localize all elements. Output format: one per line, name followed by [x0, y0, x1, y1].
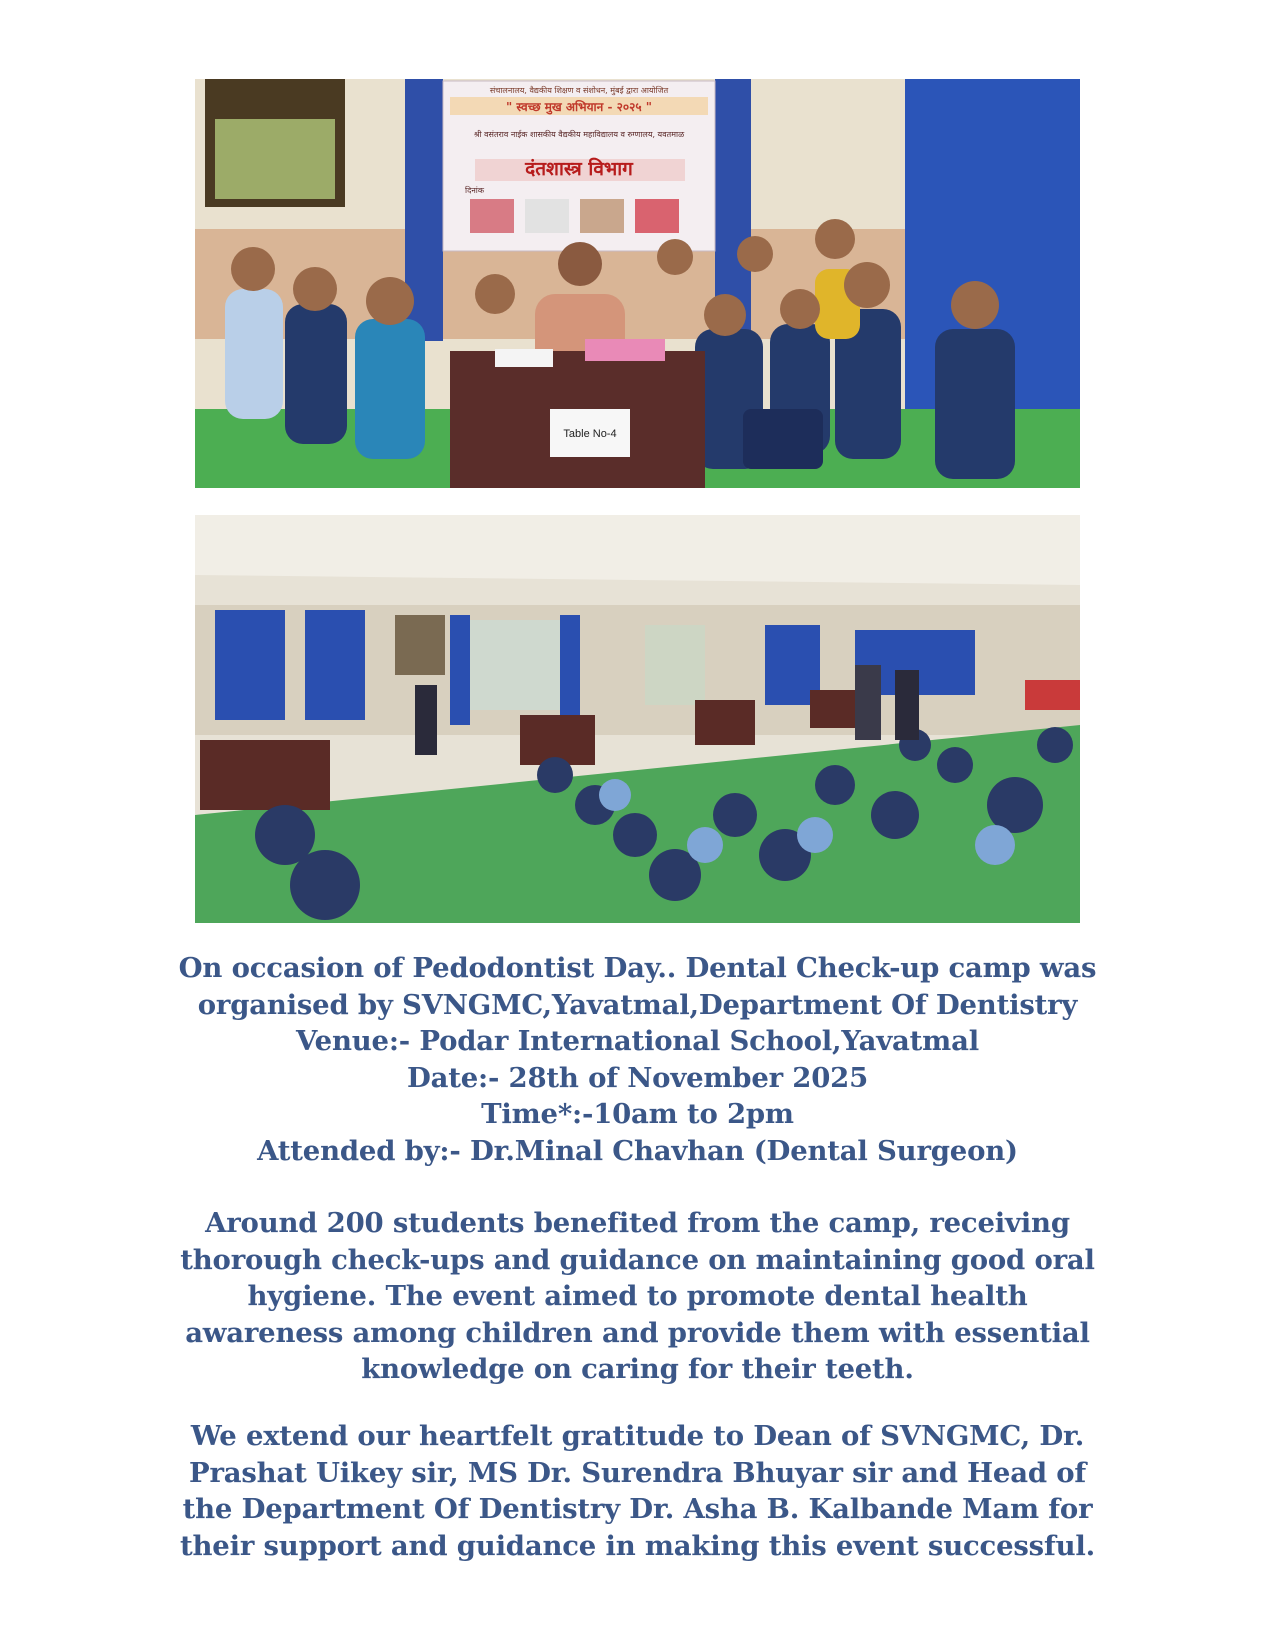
photo-school-hall — [195, 515, 1080, 923]
banner-line-2: " स्वच्छ मुख अभियान - २०२५ " — [505, 100, 653, 114]
detail-line-date: Date:- 28th of November 2025 — [406, 1061, 869, 1094]
summary-line: awareness among children and provide them with essential — [185, 1316, 1090, 1349]
thanks-line: We extend our heartfelt gratitude to Dean of SVNGMC, Dr. — [190, 1420, 1085, 1452]
thanks-line: their support and guidance in making this event successful. — [179, 1529, 1096, 1562]
banner-date-label: दिनांक — [465, 186, 484, 195]
thanks-line: Prashat Uikey sir, MS Dr. Surendra Bhuyar sir and Head of — [189, 1456, 1086, 1489]
thanks-line: the Department Of Dentistry Dr. Asha B. Kalbande Mam for — [182, 1493, 1093, 1526]
event-summary — [160, 1205, 1115, 1388]
hall-photo-illustration — [195, 515, 1080, 923]
banner-line-3: श्री वसंतराव नाईक शासकीय वैद्यकीय महाविद्यालय व रुग्णालय, यवतमाळ — [473, 130, 685, 139]
summary-line: hygiene. The event aimed to promote dental health — [247, 1280, 1028, 1313]
summary-line: knowledge on caring for their teeth. — [361, 1353, 914, 1386]
banner-title: दंतशास्त्र विभाग — [525, 158, 633, 180]
detail-line-organiser: organised by SVNGMC,Yavatmal,Department Of Dentistry — [197, 988, 1078, 1021]
banner-line-1: संचालनालय, वैद्यकीय शिक्षण व संशोधन, मुंबई द्वारा आयोजित — [489, 86, 669, 95]
photo-dental-camp-group — [195, 79, 1080, 488]
detail-line-time: Time*:-10am to 2pm — [481, 1098, 794, 1131]
acknowledgement — [160, 1418, 1115, 1564]
summary-line: thorough check-ups and guidance on maintaining good oral — [180, 1243, 1095, 1276]
summary-line: Around 200 students benefited from the camp, receiving — [205, 1207, 1070, 1239]
detail-line-occasion: On occasion of Pedodontist Day.. Dental Check-up camp was — [178, 952, 1097, 984]
detail-line-venue: Venue:- Podar International School,Yavatmal — [296, 1025, 979, 1058]
detail-line-attended: Attended by:- Dr.Minal Chavhan (Dental Surgeon) — [257, 1134, 1018, 1167]
table-number-sign: Table No-4 — [563, 428, 617, 440]
group-photo-illustration — [195, 79, 1080, 488]
event-details — [160, 950, 1115, 1170]
